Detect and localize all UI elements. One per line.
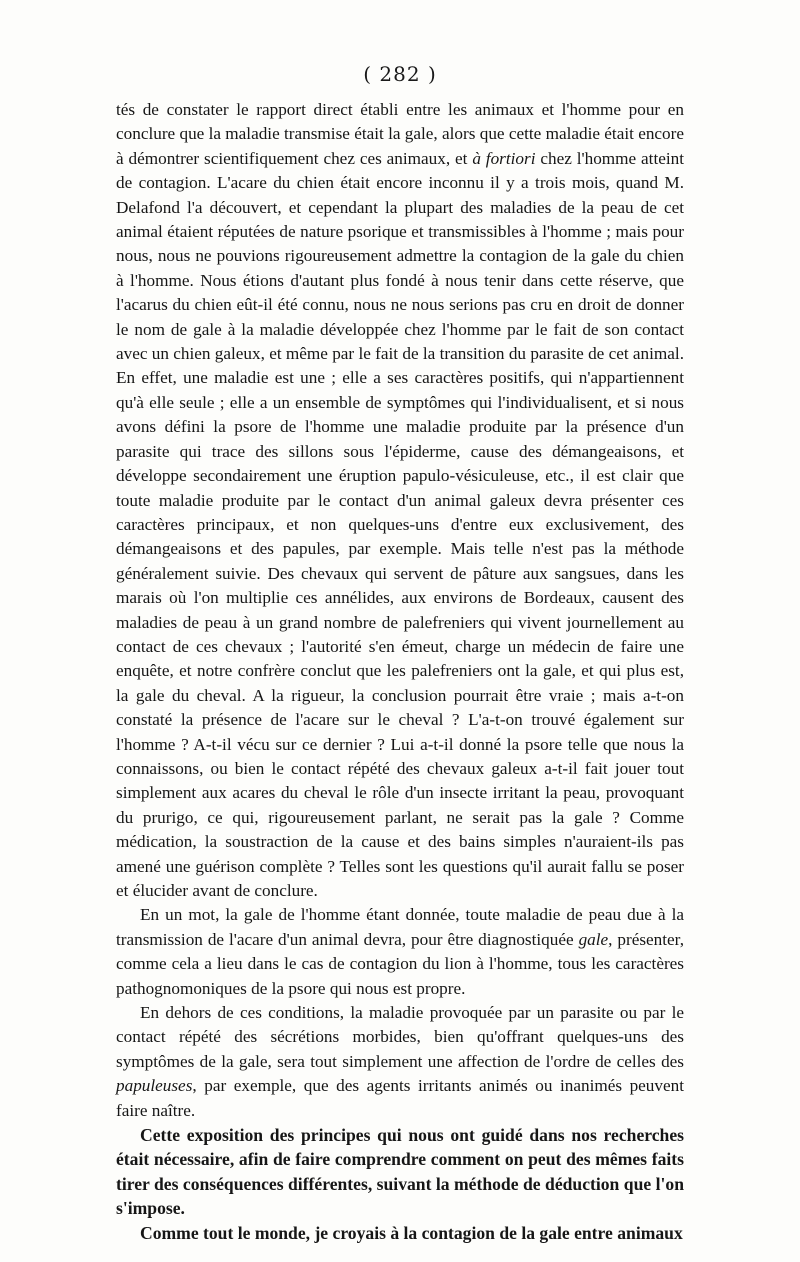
paragraph-1-part-1: tés de constater le rapport direct établi entre les animaux et l'homme pour en conclure que la maladie transmise était la gale, alors que cette maladie était encore à démontrer scientifiquement chez ces animaux, et bbox=[116, 100, 684, 168]
paragraph-2-part-2: , présenter, comme cela a lieu dans le cas de contagion du lion à l'homme, tous les caractères pathognomoniques de la psore qui nous est propre. bbox=[116, 929, 684, 998]
page-number: ( 282 ) bbox=[363, 62, 437, 86]
paragraph-5 bbox=[116, 1221, 684, 1245]
paragraph-3-italic-papuleuses: papuleuses bbox=[116, 1076, 193, 1096]
paragraph-3-part-2: , par exemple, que des agents irritants animés ou inanimés peuvent faire naître. bbox=[116, 1076, 684, 1120]
paragraph-1-italic-a-fortiori: à fortiori bbox=[472, 148, 536, 168]
paragraph-1 bbox=[116, 98, 684, 903]
paragraph-3-part-1: En dehors de ces conditions, la maladie provoquée par un parasite ou par le contact répété des sécrétions morbides, bien qu'offrant quelques-uns des symptômes de la gale, sera tout simplement une affection de l'ordre de celles des bbox=[116, 1003, 684, 1071]
paragraph-5-text: Comme tout le monde, je croyais à la contagion de la gale entre animaux bbox=[140, 1222, 683, 1243]
paragraph-4 bbox=[116, 1123, 684, 1221]
paragraph-2-italic-gale: gale bbox=[578, 929, 609, 949]
paragraph-1-part-2: chez l'homme atteint de contagion. L'acare du chien était encore inconnu il y a trois mois, quand M. Delafond l'a découvert, et cependant la plupart des maladies de la peau de cet animal étaient réputées de nature psorique et transmissibles à l'homme ; mais pour nous, nous ne pouvions rigoureusement admettre la contagion de la gale du chien à l'homme. Nous étions d'autant plus fondé à nous tenir dans cette réserve, que l'acarus du chien eût-il été connu, nous ne nous serions pas cru en droit de donner le nom de gale à la maladie développée chez l'homme par le fait de son contact avec un chien galeux, et même par le fait de la transition du parasite de cet animal. En effet, une maladie est une ; elle a ses caractères positifs, qui n'appartiennent qu'à elle seule ; elle a un ensemble de symptômes qui l'individualisent, et si nous avons défini la psore de l'homme une maladie produite par la présence d'un parasite qui trace des sillons sous l'épiderme, cause des démangeaisons, et développe secondairement une éruption papulo-vésiculeuse, etc., il est clair que toute maladie produite par le contact d'un animal galeux devra présenter ces caractères principaux, et non quelques-uns d'entre eux exclusivement, des démangeaisons et des papules, par exemple. Mais telle n'est pas la méthode généralement suivie. Des chevaux qui servent de pâture aux sangsues, dans les marais où l'on multiplie ces annélides, aux environs de Bordeaux, causent des maladies de peau à un grand nombre de palefreniers qui vivent journellement au contact de ces chevaux ; l'autorité s'en émeut, charge un médecin de faire une enquête, et notre confrère conclut que les palefreniers ont la gale, et qui plus est, la gale du cheval. A la rigueur, la conclusion pourrait être vraie ; mais a-t-on constaté la présence de l'acare sur le cheval ? L'a-t-on trouvé également sur l'homme ? A-t-il vécu sur ce dernier ? Lui a-t-il donné la psore telle que nous la connaissons, ou bien le contact répété des chevaux galeux a-t-il fait jouer tout simplement aux acares du cheval le rôle d'un insecte irritant la peau, provoquant du prurigo, ce qui, rigoureusement parlant, ne serait pas la gale ? Comme médication, la soustraction de la cause et des bains simples n'auraient-ils pas amené une guérison complète ? Telles sont les questions qu'il aurait fallu se poser et élucider avant de conclure. bbox=[116, 148, 685, 900]
paragraph-2 bbox=[116, 903, 684, 1001]
paragraph-2-part-1: En un mot, la gale de l'homme étant donnée, toute maladie de peau due à la transmission de l'acare d'un animal devra, pour être diagnostiquée bbox=[116, 905, 684, 949]
paragraph-4-text: Cette exposition des principes qui nous ont guidé dans nos recherches était nécessaire, afin de faire comprendre comment on peut des mêmes faits tirer des conséquences différentes, suivant la méthode de déduction que l'on s'impose. bbox=[116, 1125, 684, 1219]
paragraph-3 bbox=[116, 1001, 684, 1123]
body-text bbox=[116, 98, 684, 1245]
